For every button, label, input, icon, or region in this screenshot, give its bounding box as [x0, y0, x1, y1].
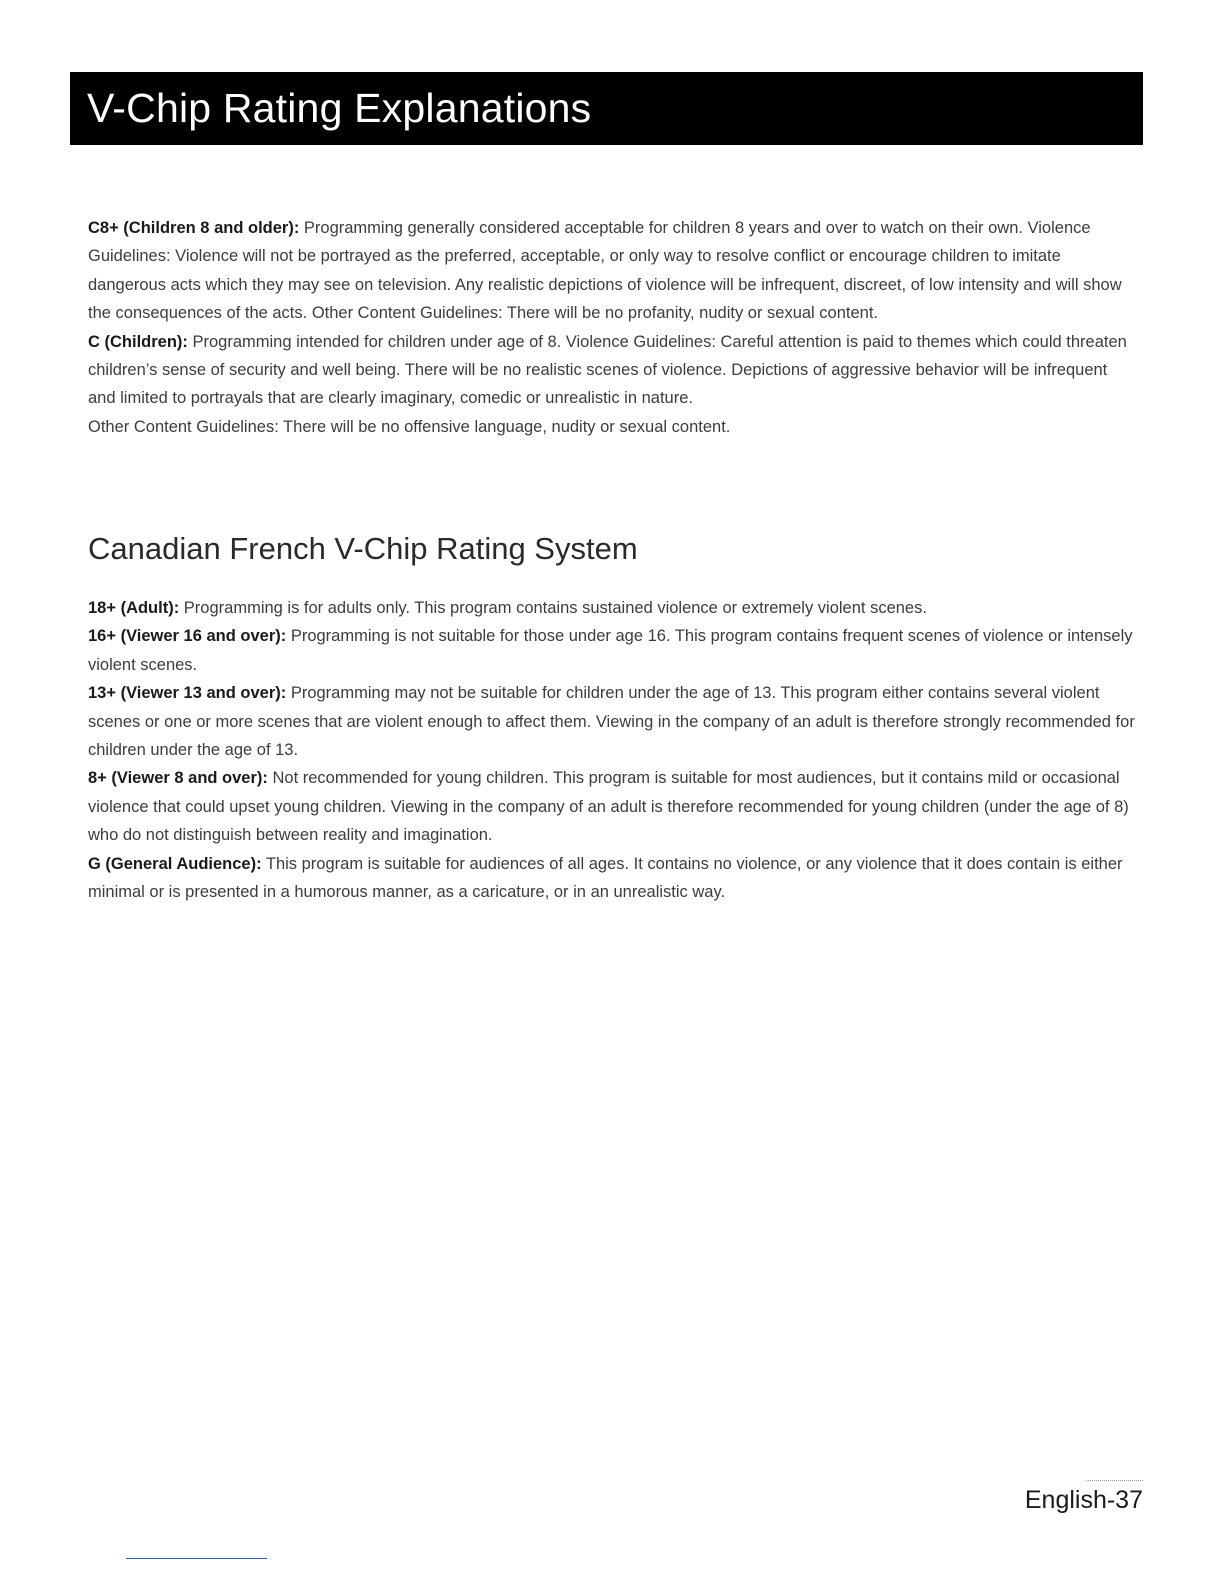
- bottom-link-underline: [126, 1558, 267, 1559]
- rating-term: 16+ (Viewer 16 and over):: [88, 627, 287, 646]
- rating-description: Programming is not suitable for those under age 16. This program contains frequent scenes of violence or intensely violent scenes.: [88, 627, 1133, 674]
- rating-description: Not recommended for young children. This program is suitable for most audiences, but it contains mild or occasional violence that could upset young children. Viewing in the company of an adult is therefore recommended for young children (under the age of 8) who do not distinguish between reality and imagination.: [88, 769, 1129, 845]
- rating-entry-13plus: [88, 679, 1138, 764]
- rating-entry-c: [88, 328, 1138, 413]
- rating-entry-18plus: [88, 594, 1138, 622]
- rating-description: Programming generally considered acceptable for children 8 years and over to watch on their own. Violence Guidelines: Violence will not be portrayed as the preferred, acceptable, or only way to resolve conflict or encourage children to imitate dangerous acts which they may see on television. Any realistic depictions of violence will be infrequent, discreet, of low intensity and will show the consequences of the acts. Other Content Guidelines: There will be no profanity, nudity or sexual content.: [88, 219, 1122, 323]
- rating-entry-g: [88, 850, 1138, 907]
- rating-term: 8+ (Viewer 8 and over):: [88, 769, 268, 788]
- page-number: English-37: [1024, 1486, 1143, 1514]
- rating-term: 18+ (Adult):: [88, 599, 180, 617]
- section-heading-canadian-french: Canadian French V-Chip Rating System: [88, 531, 638, 566]
- rating-description: This program is suitable for audiences of all ages. It contains no violence, or any violence that it does contain is either minimal or is presented in a humorous manner, as a caricature, or in an unrealistic way.: [88, 854, 1123, 902]
- footer-divider: [1086, 1480, 1143, 1481]
- canadian-french-ratings: [88, 594, 1138, 906]
- rating-term: C (Children):: [88, 332, 188, 351]
- page-title: V-Chip Rating Explanations: [87, 85, 592, 131]
- rating-term: C8+ (Children 8 and older):: [88, 219, 300, 237]
- page-title-bar: [70, 72, 1143, 145]
- canadian-english-ratings: [88, 214, 1138, 441]
- rating-description: Programming may not be suitable for children under the age of 13. This program either contains several violent scenes or one or more scenes that are violent enough to affect them. Viewing in the company of an adult is therefore strongly recommended for children under the age of 13.: [88, 684, 1135, 760]
- rating-term: 13+ (Viewer 13 and over):: [88, 684, 287, 703]
- rating-entry-8plus: [88, 764, 1138, 849]
- rating-term: G (General Audience):: [88, 854, 262, 873]
- rating-entry-16plus: [88, 622, 1138, 679]
- rating-description: Programming intended for children under age of 8. Violence Guidelines: Careful attention is paid to themes which could threaten children’s sense of security and well being. There will be no realistic scenes of violence. Depictions of aggressive behavior will be infrequent and limited to portrayals that are clearly imaginary, comedic or unrealistic in nature.: [88, 332, 1127, 408]
- rating-entry-c-continued: Other Content Guidelines: There will be no offensive language, nudity or sexual content.: [88, 417, 731, 436]
- rating-description: Programming is for adults only. This program contains sustained violence or extremely violent scenes.: [179, 599, 927, 617]
- rating-entry-c8plus: [88, 214, 1138, 328]
